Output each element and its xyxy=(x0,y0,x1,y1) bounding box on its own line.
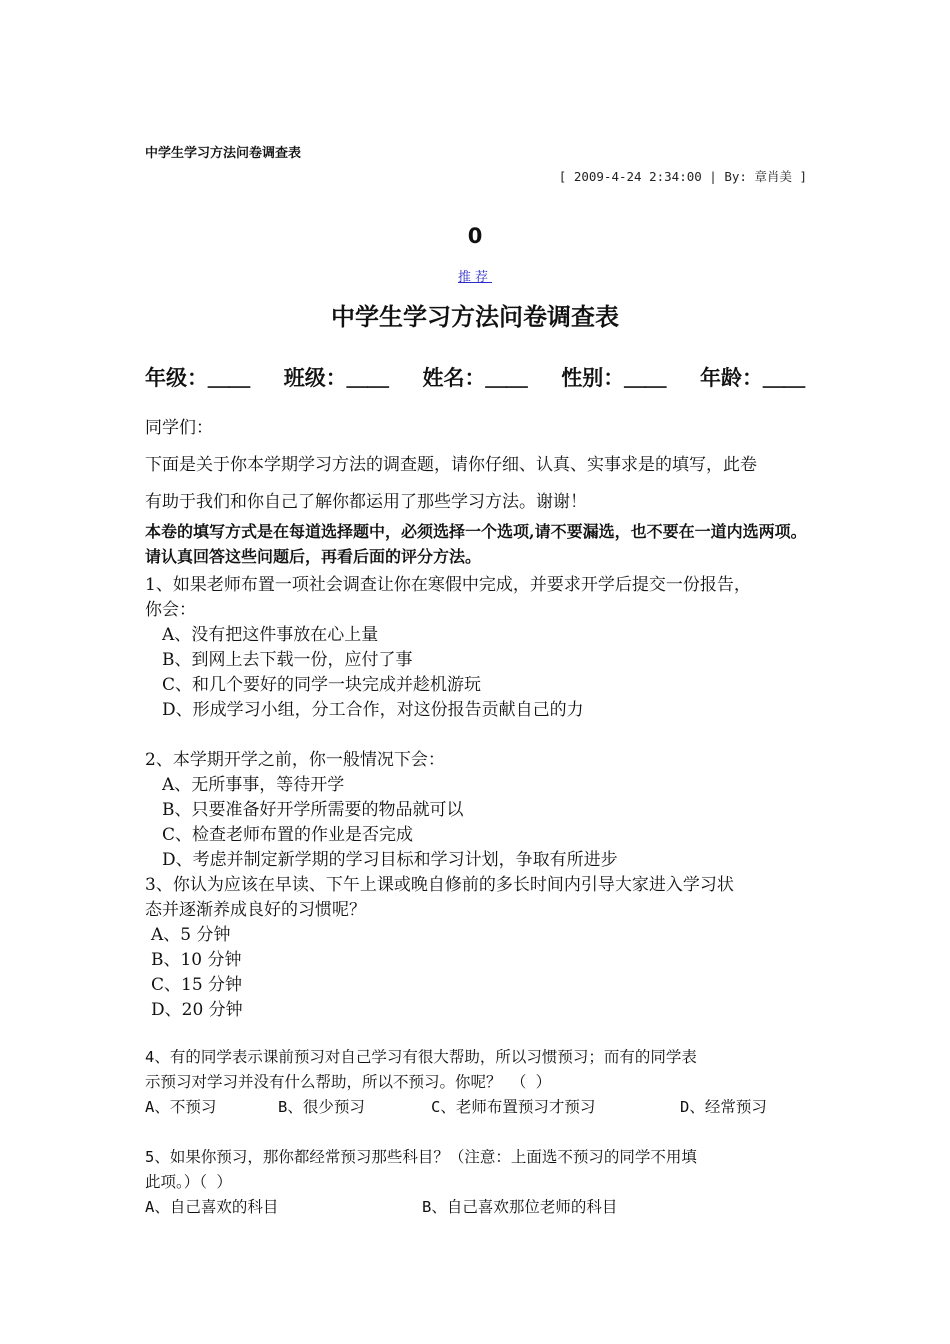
q2-option-d: D、考虑并制定新学期的学习目标和学习计划，争取有所进步 xyxy=(162,850,618,870)
q5-line-1: 5、如果你预习，那你都经常预习那些科目？（注意：上面选不预习的同学不用填 xyxy=(145,1148,697,1166)
q5-option-a: A、自己喜欢的科目 xyxy=(145,1198,279,1216)
q2-option-c: C、检查老师布置的作业是否完成 xyxy=(162,825,414,845)
header-small-title: 中学生学习方法问卷调查表 xyxy=(145,146,302,161)
q1-line-1: 1、如果老师布置一项社会调查让你在寒假中完成，并要求开学后提交一份报告， xyxy=(145,575,751,595)
q1-option-c: C、和几个要好的同学一块完成并趁机游玩 xyxy=(162,675,482,695)
q3-option-b: B、10 分钟 xyxy=(151,950,242,970)
grade-field: 年级：＿＿ xyxy=(145,366,250,390)
q2-option-a: A、无所事事，等待开学 xyxy=(162,775,345,795)
class-field: 班级：＿＿ xyxy=(283,366,389,390)
q3-option-d: D、20 分钟 xyxy=(151,1000,243,1020)
q5-option-b: B、自己喜欢那位老师的科目 xyxy=(422,1198,618,1216)
intro-line-1: 下面是关于你本学期学习方法的调查题，请你仔细、认真、实事求是的填写，此卷 xyxy=(145,455,757,475)
q4-line-1: 4、有的同学表示课前预习对自己学习有很大帮助，所以习惯预习；而有的同学表 xyxy=(145,1048,697,1066)
q3-line-2: 态并逐渐养成良好的习惯呢？ xyxy=(145,900,366,920)
post-meta: [ 2009-4-24 2:34:00 | By: 章肖美 ] xyxy=(558,169,807,184)
recommend-row xyxy=(0,266,950,285)
age-field: 年龄：＿＿ xyxy=(700,366,805,390)
q1-option-a: A、没有把这件事放在心上量 xyxy=(162,625,379,645)
intro-line-2: 有助于我们和你自己了解你都运用了那些学习方法。谢谢！ xyxy=(145,492,587,512)
q2-option-b: B、只要准备好开学所需要的物品就可以 xyxy=(162,800,464,820)
name-field: 姓名：＿＿ xyxy=(422,366,528,390)
recommend-count: 0 xyxy=(467,224,483,248)
gender-field: 性别：＿＿ xyxy=(561,366,667,390)
q4-line-2: 示预习对学习并没有什么帮助，所以不预习。你呢？ （ ） xyxy=(145,1073,552,1091)
q1-option-b: B、到网上去下载一份，应付了事 xyxy=(162,650,413,670)
q4-option-a: A、不预习 xyxy=(145,1098,217,1116)
q3-option-c: C、15 分钟 xyxy=(151,975,243,995)
q5-line-2: 此项。）（ ） xyxy=(145,1173,232,1191)
instructions-note: 本卷的填写方式是在每道选择题中，必须选择一个选项,请不要漏选，也不要在一道内选两项。请认真回答这些问题后，再看后面的评分方法。 xyxy=(145,522,807,566)
recommend-link[interactable]: 推荐 xyxy=(457,270,492,285)
q2-line-1: 2、本学期开学之前，你一般情况下会： xyxy=(145,750,445,770)
q4-option-c: C、老师布置预习才预习 xyxy=(431,1098,596,1116)
q3-line-1: 3、你认为应该在早读、下午上课或晚自修前的多长时间内引导大家进入学习状 xyxy=(145,875,734,895)
student-info-row xyxy=(145,362,805,392)
page-title: 中学生学习方法问卷调查表 xyxy=(331,303,619,331)
greeting: 同学们： xyxy=(145,418,213,438)
q1-option-d: D、形成学习小组，分工合作，对这份报告贡献自己的力 xyxy=(162,700,584,720)
q4-option-b: B、很少预习 xyxy=(278,1098,365,1116)
q4-option-d: D、经常预习 xyxy=(680,1098,767,1116)
q1-line-2: 你会： xyxy=(145,600,196,620)
q3-option-a: A、5 分钟 xyxy=(151,925,231,945)
